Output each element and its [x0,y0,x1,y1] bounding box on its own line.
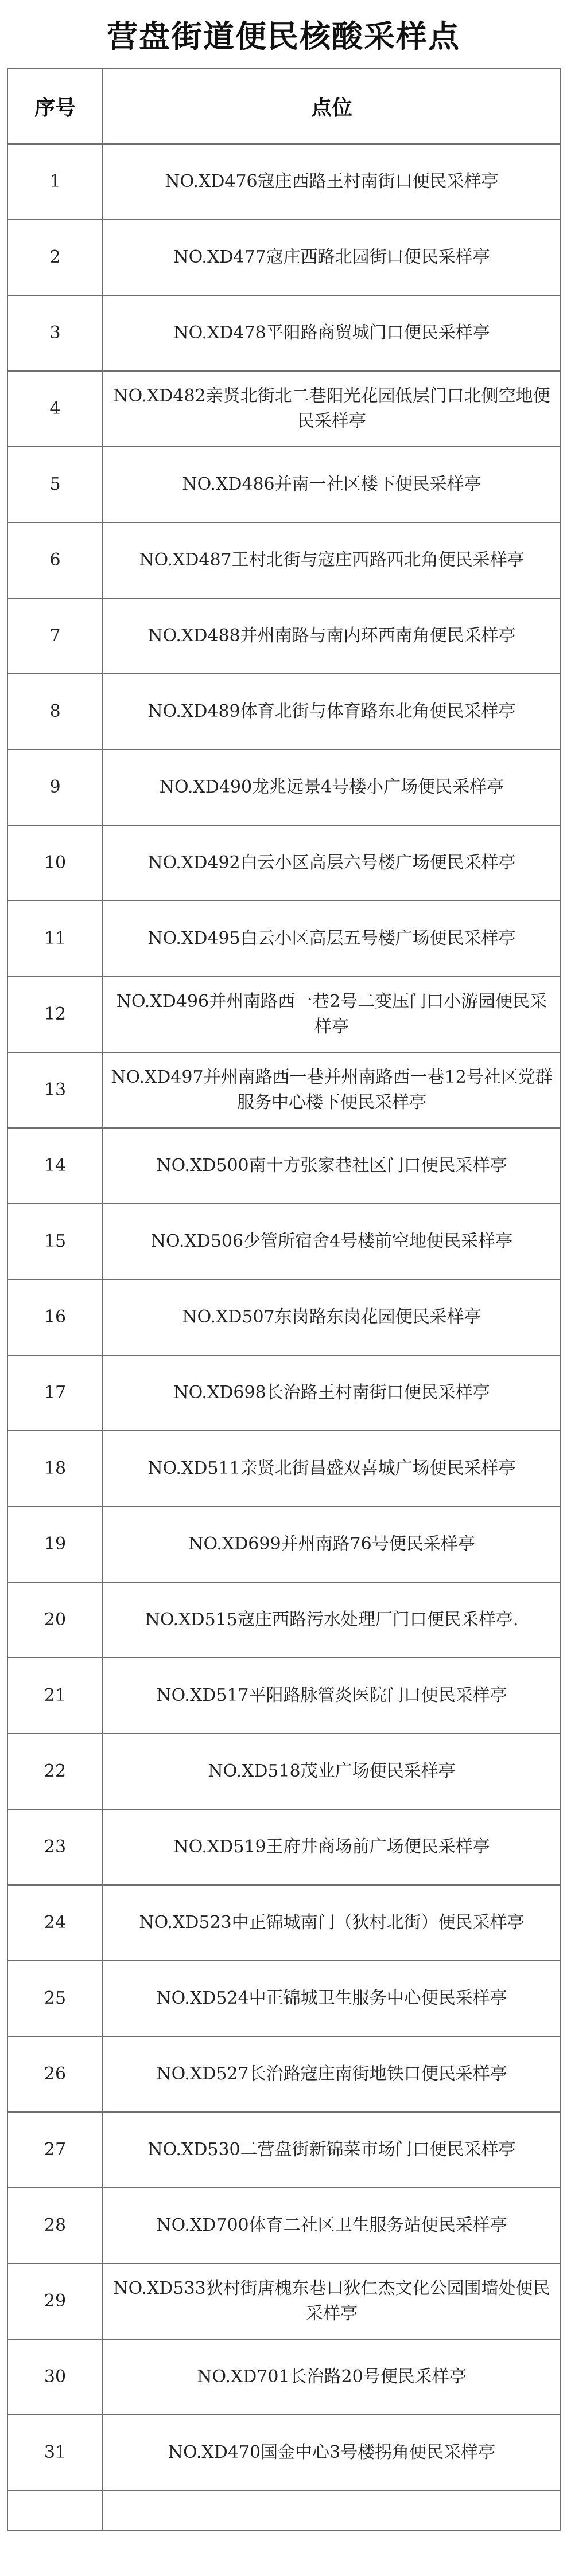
row-index: 4 [7,371,103,447]
row-index: 3 [7,295,103,371]
row-index: 21 [7,1658,103,1734]
row-location: NO.XD506少管所宿舍4号楼前空地便民采样亭 [103,1204,561,1279]
table-row [7,1961,561,2036]
row-location: NO.XD700体育二社区卫生服务站便民采样亭 [103,2188,561,2263]
row-location: NO.XD477寇庄西路北园街口便民采样亭 [103,220,561,295]
row-location: NO.XD698长治路王村南街口便民采样亭 [103,1355,561,1431]
table-row [7,2415,561,2491]
table-row [7,522,561,598]
empty-index-cell [7,2491,103,2531]
row-index: 17 [7,1355,103,1431]
table-row [7,674,561,750]
row-index: 29 [7,2263,103,2339]
row-location: NO.XD699并州南路76号便民采样亭 [103,1506,561,1582]
row-index: 8 [7,674,103,750]
row-index: 28 [7,2188,103,2263]
table-row [7,1809,561,1885]
row-location: NO.XD524中正锦城卫生服务中心便民采样亭 [103,1961,561,2036]
row-location: NO.XD486并南一社区楼下便民采样亭 [103,447,561,522]
table-row [7,2036,561,2112]
header-location: 点位 [103,68,561,144]
table-row [7,1431,561,1506]
table-row [7,1355,561,1431]
table-row [7,447,561,522]
row-location: NO.XD476寇庄西路王村南街口便民采样亭 [103,144,561,220]
row-index: 11 [7,901,103,977]
table-row [7,598,561,674]
table-row [7,220,561,295]
table-row [7,1052,561,1128]
row-location: NO.XD500南十方张家巷社区门口便民采样亭 [103,1128,561,1204]
row-index: 15 [7,1204,103,1279]
sampling-points-table [7,68,561,2531]
table-row [7,1204,561,1279]
table-row [7,825,561,901]
table-row [7,1885,561,1961]
row-index: 10 [7,825,103,901]
row-index: 16 [7,1279,103,1355]
row-index: 1 [7,144,103,220]
empty-row [7,2491,561,2531]
row-location: NO.XD497并州南路西一巷并州南路西一巷12号社区党群服务中心楼下便民采样亭 [103,1052,561,1128]
row-index: 23 [7,1809,103,1885]
row-index: 20 [7,1582,103,1658]
row-location: NO.XD533狄村街唐槐东巷口狄仁杰文化公园围墙处便民采样亭 [103,2263,561,2339]
row-index: 2 [7,220,103,295]
row-index: 24 [7,1885,103,1961]
table-row [7,144,561,220]
row-index: 30 [7,2339,103,2415]
row-index: 19 [7,1506,103,1582]
row-index: 31 [7,2415,103,2491]
table-row [7,371,561,447]
row-index: 27 [7,2112,103,2188]
row-location: NO.XD482亲贤北街北二巷阳光花园低层门口北侧空地便民采样亭 [103,371,561,447]
table-row [7,2112,561,2188]
row-index: 26 [7,2036,103,2112]
table-row [7,295,561,371]
table-header-row [7,68,561,144]
row-location: NO.XD701长治路20号便民采样亭 [103,2339,561,2415]
row-location: NO.XD519王府井商场前广场便民采样亭 [103,1809,561,1885]
page-title: 营盘街道便民核酸采样点 [107,17,460,54]
row-location: NO.XD489体育北街与体育路东北角便民采样亭 [103,674,561,750]
table-row [7,1734,561,1809]
table-row [7,2339,561,2415]
table-row [7,1582,561,1658]
table-row [7,750,561,825]
row-location: NO.XD487王村北街与寇庄西路西北角便民采样亭 [103,522,561,598]
row-location: NO.XD495白云小区高层五号楼广场便民采样亭 [103,901,561,977]
row-index: 7 [7,598,103,674]
row-index: 22 [7,1734,103,1809]
row-location: NO.XD492白云小区高层六号楼广场便民采样亭 [103,825,561,901]
row-location: NO.XD507东岗路东岗花园便民采样亭 [103,1279,561,1355]
empty-location-cell [103,2491,561,2531]
row-location: NO.XD470国金中心3号楼拐角便民采样亭 [103,2415,561,2491]
table-body [7,144,561,2531]
row-index: 13 [7,1052,103,1128]
row-location: NO.XD515寇庄西路污水处理厂门口便民采样亭. [103,1582,561,1658]
row-location: NO.XD488并州南路与南内环西南角便民采样亭 [103,598,561,674]
table-row [7,977,561,1052]
row-location: NO.XD496并州南路西一巷2号二变压门口小游园便民采样亭 [103,977,561,1052]
row-location: NO.XD478平阳路商贸城门口便民采样亭 [103,295,561,371]
row-location: NO.XD523中正锦城南门（狄村北街）便民采样亭 [103,1885,561,1961]
table-row [7,1279,561,1355]
table-row [7,1128,561,1204]
row-index: 5 [7,447,103,522]
table-row [7,1506,561,1582]
table-row [7,1658,561,1734]
row-location: NO.XD530二营盘街新锦菜市场门口便民采样亭 [103,2112,561,2188]
table-row [7,901,561,977]
row-location: NO.XD511亲贤北街昌盛双喜城广场便民采样亭 [103,1431,561,1506]
row-index: 18 [7,1431,103,1506]
row-location: NO.XD490龙兆远景4号楼小广场便民采样亭 [103,750,561,825]
header-index: 序号 [7,68,103,144]
row-location: NO.XD527长治路寇庄南街地铁口便民采样亭 [103,2036,561,2112]
row-index: 6 [7,522,103,598]
row-location: NO.XD518茂业广场便民采样亭 [103,1734,561,1809]
table-row [7,2263,561,2339]
row-index: 14 [7,1128,103,1204]
table-row [7,2188,561,2263]
row-location: NO.XD517平阳路脉管炎医院门口便民采样亭 [103,1658,561,1734]
row-index: 9 [7,750,103,825]
row-index: 12 [7,977,103,1052]
row-index: 25 [7,1961,103,2036]
